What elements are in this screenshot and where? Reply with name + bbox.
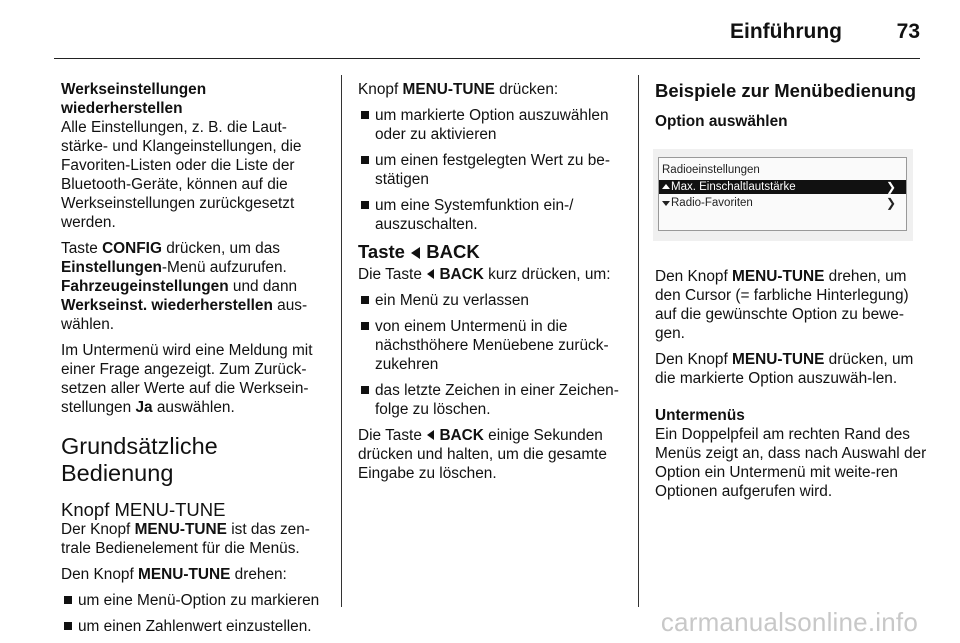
back-bullets	[358, 291, 630, 419]
column-1	[61, 80, 329, 643]
config-key: CONFIG	[102, 240, 162, 257]
reset-heading: Werkseinstellungen wiederherstellen	[61, 81, 207, 117]
page-number: 73	[896, 20, 920, 43]
column-3	[655, 80, 927, 508]
turn-cursor-paragraph: Den Knopf MENU-TUNE drehen, um den Cursor (= farbliche Hinterlegung) auf die gewünschte Option zu bewe-gen.	[655, 268, 909, 342]
factory-reset-label: Werkseinst. wiederherstellen	[61, 297, 273, 314]
screen-row-selected: Max. Einschaltlautstärke ❯	[659, 180, 906, 194]
turn-bullets	[61, 591, 329, 636]
screen-title: Radioeinstellungen	[662, 164, 760, 176]
submenus-subheading: Untermenüs	[655, 407, 745, 424]
list-item: um einen festgelegten Wert zu be-stätigen	[358, 151, 630, 189]
header-rule	[54, 58, 920, 59]
config-paragraph: Taste CONFIG drücken, um das Einstellungen-Menü aufzurufen. Fahrzeugeinstellungen und dann Werkseinst. wiederherstellen aus-wählen.	[61, 240, 308, 333]
bullet-square	[64, 596, 72, 604]
back-arrow-icon	[427, 269, 434, 279]
menu-tune-heading: Knopf MENU-TUNE	[61, 499, 226, 520]
column-2	[358, 80, 630, 490]
press-bullets	[358, 106, 630, 234]
press-paragraph: Knopf MENU-TUNE drücken:	[358, 81, 559, 98]
submenu-paragraph: Im Untermenü wird eine Meldung mit einer Frage angezeigt. Zum Zurück-setzen aller Werte auf die Werksein-stellungen Ja auswählen.	[61, 342, 313, 416]
column-divider-2	[638, 75, 639, 607]
radio-display	[658, 157, 907, 231]
back-arrow-icon	[427, 430, 434, 440]
list-item: um markierte Option auszuwählen oder zu aktivieren	[358, 106, 630, 144]
back-heading: Taste BACK	[358, 241, 480, 262]
bullet-square	[64, 622, 72, 630]
ja-label: Ja	[135, 399, 153, 416]
back-long-paragraph: Die Taste BACK einige Sekunden drücken und halten, um die gesamte Eingabe zu löschen.	[358, 427, 607, 482]
list-item: um eine Menü-Option zu markieren	[61, 591, 329, 610]
submenus-paragraph: Ein Doppelpfeil am rechten Rand des Menüs zeigt an, dass nach Auswahl der Option ein Untermenü mit weite-ren Optionen aufgerufen wird.	[655, 426, 927, 500]
menu-tune-intro: Der Knopf MENU-TUNE ist das zen-trale Bedienelement für die Menüs.	[61, 521, 310, 557]
turn-paragraph: Den Knopf MENU-TUNE drehen:	[61, 566, 287, 583]
section-heading: Grundsätzliche Bedienung	[61, 433, 218, 486]
bullet-square	[361, 386, 369, 394]
watermark: carmanualsonline.info	[660, 607, 918, 637]
bullet-square	[361, 156, 369, 164]
page-header	[0, 0, 960, 58]
bullet-square	[361, 322, 369, 330]
vehicle-settings-label: Fahrzeugeinstellungen	[61, 278, 229, 295]
column-divider-1	[341, 75, 342, 607]
back-short-paragraph: Die Taste BACK kurz drücken, um:	[358, 266, 611, 283]
bullet-square	[361, 111, 369, 119]
chapter-title: Einführung	[730, 20, 842, 43]
bullet-square	[361, 296, 369, 304]
reset-paragraph: Alle Einstellungen, z. B. die Laut-stärke- und Klangeinstellungen, die Favoriten-Listen oder die Liste der Bluetooth-Geräte, können auf die Werkseinstellungen zurückgesetzt werden.	[61, 119, 302, 231]
chevron-right-icon: ❯	[885, 180, 896, 194]
up-arrow-icon	[662, 184, 670, 189]
examples-heading: Beispiele zur Menübedienung	[655, 80, 917, 101]
press-select-paragraph: Den Knopf MENU-TUNE drücken, um die markierte Option auszuwäh-len.	[655, 351, 914, 387]
list-item: von einem Untermenü in die nächsthöhere Menüebene zurück-zukehren	[358, 317, 630, 374]
chevron-right-icon: ❯	[885, 196, 896, 210]
option-select-subheading: Option auswählen	[655, 113, 788, 130]
back-arrow-icon	[411, 247, 420, 259]
down-arrow-icon	[662, 201, 670, 206]
radio-screen-figure	[653, 149, 913, 241]
bullet-square	[361, 201, 369, 209]
list-item: das letzte Zeichen in einer Zeichen-folge zu löschen.	[358, 381, 630, 419]
list-item: um eine Systemfunktion ein-/ auszuschalten.	[358, 196, 630, 234]
settings-menu-label: Einstellungen	[61, 259, 162, 276]
list-item: um einen Zahlenwert einzustellen.	[61, 617, 329, 636]
screen-row: Radio-Favoriten ❯	[659, 196, 906, 210]
list-item: ein Menü zu verlassen	[358, 291, 630, 310]
